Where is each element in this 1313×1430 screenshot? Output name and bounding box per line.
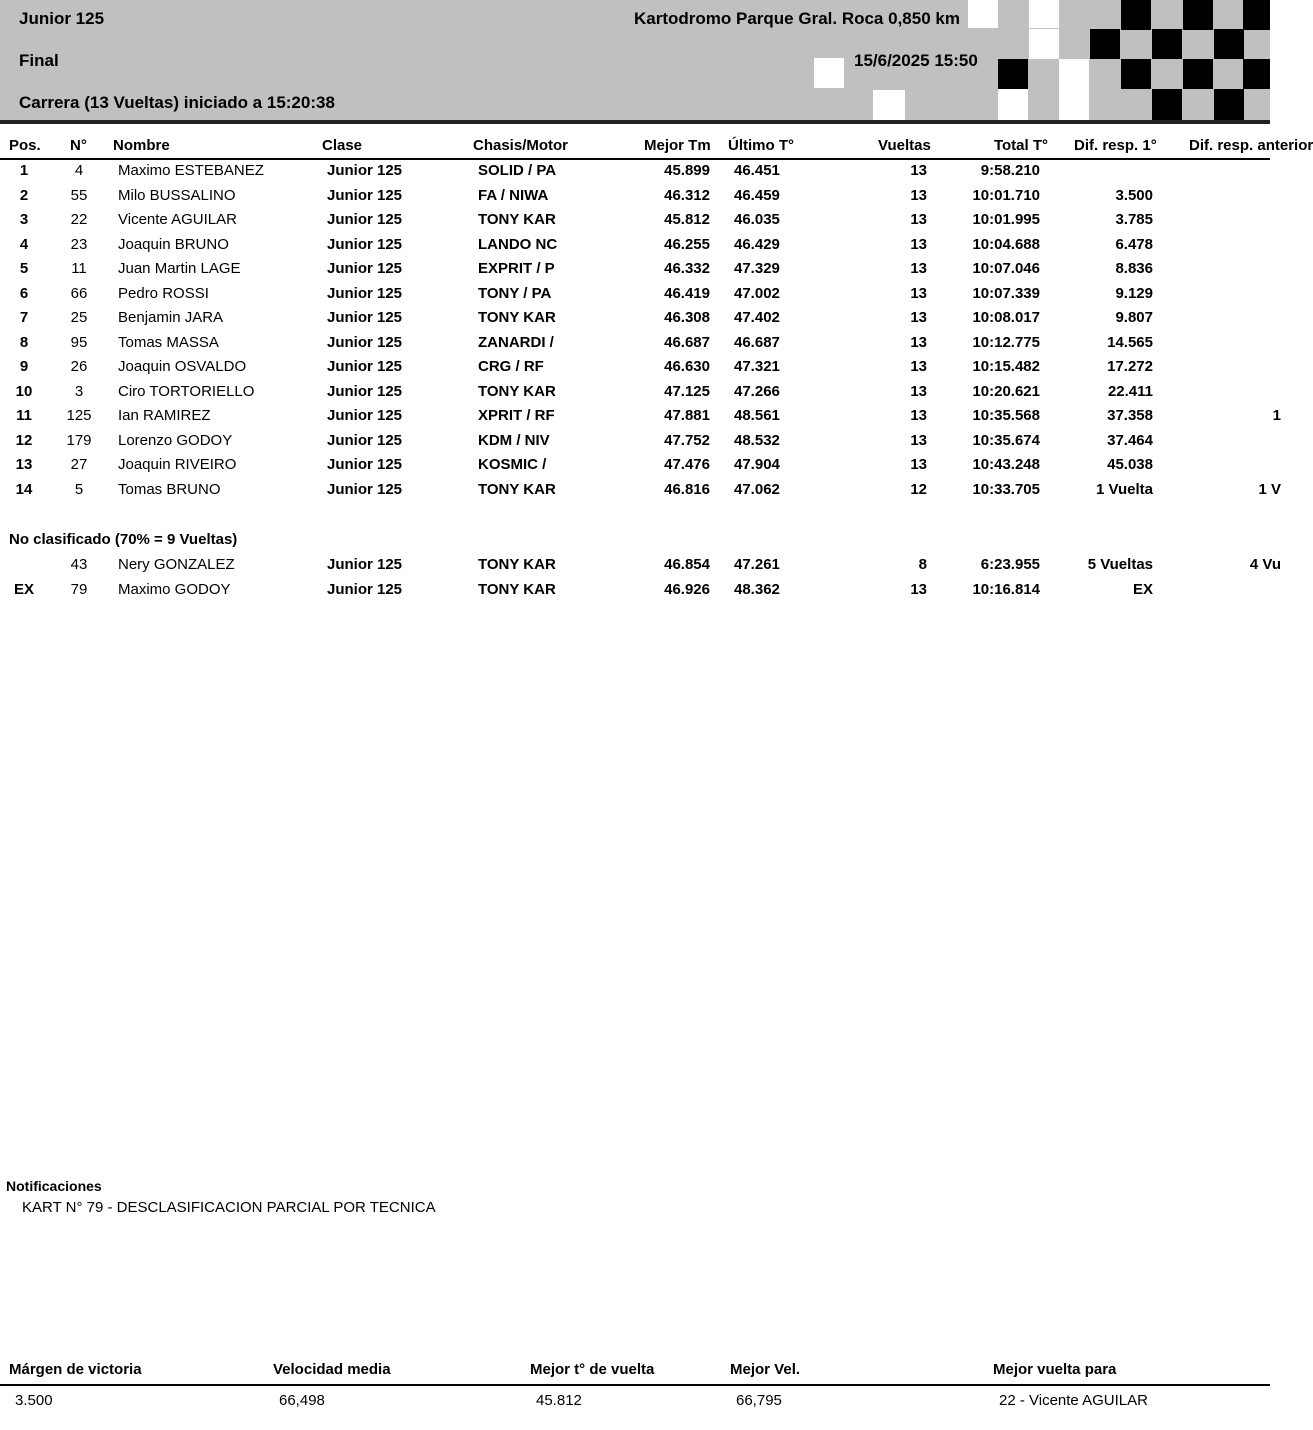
cell-class: Junior 125: [327, 407, 403, 424]
summary-best-speed-label: Mejor Vel.: [730, 1361, 801, 1378]
cell-diff-first: 9.129: [1115, 284, 1153, 302]
cell-name: Ciro TORTORIELLO: [118, 382, 255, 400]
cell-name: Nery GONZALEZ: [118, 556, 235, 573]
cell-best: 46.308: [664, 309, 710, 326]
col-last-header: Último T°: [728, 137, 794, 154]
cell-chassis: FA / NIWA: [478, 186, 549, 204]
cell-last: 48.362: [734, 580, 780, 598]
cell-laps: 13: [910, 260, 927, 277]
cell-pos: 12: [15, 431, 33, 449]
cell-diff-first: 5 Vueltas: [1087, 556, 1153, 573]
cell-pos: 10: [15, 382, 33, 400]
cell-total: 10:07.046: [972, 260, 1040, 277]
cell-best: 47.476: [664, 456, 710, 473]
cell-num: 3: [74, 382, 84, 400]
track-name: Kartodromo Parque Gral. Roca 0,850 km: [634, 9, 960, 28]
cell-total: 10:43.248: [972, 456, 1040, 473]
cell-diff-first: 1 Vuelta: [1096, 480, 1153, 498]
cell-num: 125: [66, 407, 92, 424]
cell-class: Junior 125: [327, 382, 403, 400]
cell-name: Maximo ESTEBANEZ: [118, 162, 264, 179]
cell-name: Joaquin OSVALDO: [118, 358, 247, 375]
cell-class: Junior 125: [327, 580, 403, 598]
cell-pos: 3: [19, 211, 29, 228]
cell-num: 23: [70, 235, 88, 253]
cell-class: Junior 125: [327, 186, 403, 204]
cell-num: 11: [71, 260, 87, 277]
cell-pos: 2: [19, 186, 29, 204]
cell-total: 10:01.710: [972, 186, 1040, 204]
cell-class: Junior 125: [327, 309, 403, 326]
cell-best: 45.899: [664, 162, 710, 179]
table-row: [0, 581, 1270, 605]
cell-name: Vicente AGUILAR: [118, 211, 237, 228]
notifications-title: Notificaciones: [6, 1178, 102, 1194]
cell-pos: 5: [19, 260, 29, 277]
cell-last: 47.329: [734, 260, 780, 277]
col-best-header: Mejor Tm: [644, 137, 711, 154]
cell-chassis: XPRIT / RF: [478, 407, 555, 424]
cell-chassis: KOSMIC /: [478, 456, 547, 473]
cell-best: 46.419: [664, 284, 710, 302]
cell-name: Pedro ROSSI: [118, 284, 209, 302]
cell-diff-first: 22.411: [1107, 382, 1153, 400]
cell-last: 47.002: [734, 284, 780, 302]
cell-last: 47.904: [734, 456, 780, 473]
table-row: [0, 407, 1281, 431]
results-header-divider: [0, 158, 1270, 160]
cell-best: 46.816: [664, 480, 710, 498]
cell-laps: 13: [910, 211, 927, 228]
not-classified-title: No clasificado (70% = 9 Vueltas): [9, 531, 238, 548]
cell-total: 10:12.775: [972, 333, 1040, 351]
cell-best: 46.926: [664, 580, 710, 598]
table-row: [0, 358, 1270, 382]
table-row: [0, 383, 1270, 407]
summary-best-lap-by-value: 22 - Vicente AGUILAR: [999, 1392, 1148, 1409]
cell-best: 46.312: [664, 186, 710, 204]
col-pos-header: Pos.: [9, 137, 41, 154]
cell-num: 43: [70, 556, 88, 573]
cell-laps: 13: [910, 333, 927, 351]
cell-diff-first: 45.038: [1107, 456, 1153, 473]
table-row: [0, 236, 1270, 260]
cell-name: Maximo GODOY: [118, 580, 231, 598]
cell-last: 48.532: [734, 431, 780, 449]
cell-diff-first: EX: [1132, 580, 1153, 598]
cell-total: 6:23.955: [980, 556, 1040, 573]
cell-last: 46.451: [734, 162, 780, 179]
cell-last: 46.035: [734, 211, 780, 228]
cell-chassis: EXPRIT / P: [478, 260, 555, 277]
cell-name: Tomas BRUNO: [118, 480, 221, 498]
table-row: [0, 309, 1270, 333]
col-laps-header: Vueltas: [878, 137, 931, 154]
cell-laps: 13: [910, 284, 927, 302]
table-row: [0, 285, 1270, 309]
cell-pos: 8: [19, 333, 29, 351]
cell-total: 10:20.621: [972, 382, 1040, 400]
cell-diff-first: 6.478: [1115, 235, 1153, 253]
cell-num: 5: [74, 480, 84, 498]
cell-name: Tomas MASSA: [118, 333, 219, 351]
cell-diff-first: 14.565: [1107, 333, 1153, 351]
cell-last: 46.687: [734, 333, 780, 351]
summary-best-speed-value: 66,795: [736, 1392, 782, 1409]
cell-name: Joaquin RIVEIRO: [118, 456, 237, 473]
cell-last: 48.561: [734, 407, 780, 424]
cell-total: 10:15.482: [972, 358, 1040, 375]
table-row: [0, 456, 1270, 480]
cell-num: 4: [74, 162, 84, 179]
col-total-header: Total T°: [993, 137, 1048, 154]
cell-class: Junior 125: [327, 431, 403, 449]
event-title: Junior 125: [19, 9, 105, 28]
cell-laps: 12: [910, 480, 927, 498]
notification-item: KART N° 79 - DESCLASIFICACION PARCIAL POR TECNICA: [22, 1199, 436, 1216]
cell-total: 10:35.674: [972, 431, 1040, 449]
cell-total: 10:08.017: [972, 309, 1040, 326]
cell-num: 55: [70, 186, 88, 204]
cell-best: 47.752: [664, 431, 710, 449]
table-row: [0, 162, 1270, 186]
cell-class: Junior 125: [327, 260, 403, 277]
cell-laps: 13: [910, 431, 927, 449]
table-row: [0, 334, 1270, 358]
cell-diff-first: 3.785: [1115, 211, 1153, 228]
cell-class: Junior 125: [327, 333, 403, 351]
col-num-header: N°: [70, 137, 87, 154]
col-diff-first-header: Dif. resp. 1°: [1074, 137, 1157, 154]
col-class-header: Clase: [322, 137, 363, 154]
report-header: [0, 0, 1270, 120]
cell-name: Joaquin BRUNO: [118, 235, 229, 253]
cell-num: 25: [70, 309, 88, 326]
cell-pos: 6: [19, 284, 29, 302]
cell-laps: 13: [910, 456, 927, 473]
cell-best: 46.630: [664, 358, 710, 375]
cell-last: 47.062: [734, 480, 780, 498]
cell-diff-first: 8.836: [1115, 260, 1153, 277]
cell-num: 27: [70, 456, 88, 473]
session-title: Final: [19, 51, 59, 70]
cell-name: Ian RAMIREZ: [118, 407, 211, 424]
cell-class: Junior 125: [327, 456, 403, 473]
table-row: [0, 556, 1281, 580]
cell-pos: 9: [19, 358, 29, 375]
cell-chassis: TONY / PA: [478, 284, 552, 302]
cell-num: 79: [70, 580, 88, 598]
cell-total: 10:01.995: [972, 211, 1040, 228]
cell-chassis: ZANARDI /: [478, 333, 554, 351]
col-chassis-header: Chasis/Motor: [473, 137, 569, 154]
col-diff-prev-header: Dif. resp. anterior: [1189, 137, 1313, 154]
cell-name: Lorenzo GODOY: [118, 431, 233, 449]
cell-class: Junior 125: [327, 358, 403, 375]
summary-avg-speed-value: 66,498: [279, 1392, 325, 1409]
cell-chassis: TONY KAR: [478, 309, 556, 326]
col-name-header: Nombre: [113, 137, 170, 154]
summary-best-lap-value: 45.812: [536, 1392, 582, 1409]
cell-diff-prev: 4 Vu: [1249, 556, 1281, 573]
cell-name: Benjamin JARA: [118, 309, 224, 326]
table-row: [0, 432, 1270, 456]
header-divider: [0, 120, 1270, 124]
cell-best: 47.125: [664, 382, 710, 400]
cell-diff-first: 3.500: [1115, 186, 1153, 204]
summary-avg-speed-label: Velocidad media: [273, 1361, 391, 1378]
cell-laps: 13: [910, 162, 927, 179]
cell-total: 10:07.339: [972, 284, 1040, 302]
cell-total: 10:16.814: [972, 580, 1040, 598]
cell-laps: 13: [910, 358, 927, 375]
cell-total: 9:58.210: [980, 162, 1040, 179]
cell-laps: 13: [910, 407, 927, 424]
cell-diff-first: 37.358: [1107, 407, 1153, 424]
cell-last: 47.402: [734, 309, 780, 326]
cell-class: Junior 125: [327, 480, 403, 498]
table-row: [0, 260, 1270, 284]
cell-num: 66: [70, 284, 88, 302]
cell-num: 22: [70, 211, 88, 228]
cell-total: 10:35.568: [972, 407, 1040, 424]
summary-best-lap-label: Mejor t° de vuelta: [530, 1361, 655, 1378]
cell-pos: 1: [19, 162, 29, 179]
summary-margin-value: 3.500: [15, 1392, 53, 1409]
cell-chassis: KDM / NIV: [478, 431, 550, 449]
cell-pos: 13: [15, 456, 33, 473]
cell-class: Junior 125: [327, 284, 403, 302]
summary-margin-label: Márgen de victoria: [9, 1361, 142, 1378]
cell-best: 46.255: [664, 235, 710, 253]
cell-class: Junior 125: [327, 235, 403, 253]
cell-pos: 14: [15, 480, 33, 498]
table-row: [0, 187, 1270, 211]
cell-chassis: TONY KAR: [478, 580, 556, 598]
cell-pos: 7: [19, 309, 29, 326]
cell-class: Junior 125: [327, 556, 403, 573]
cell-diff-prev: 1 V: [1258, 480, 1281, 498]
cell-num: 26: [70, 358, 88, 375]
cell-pos: EX: [13, 580, 34, 598]
cell-chassis: SOLID / PA: [478, 162, 557, 179]
cell-last: 46.429: [734, 235, 780, 253]
cell-name: Milo BUSSALINO: [118, 186, 236, 204]
cell-class: Junior 125: [327, 211, 403, 228]
cell-last: 47.321: [734, 358, 780, 375]
cell-pos: 11: [16, 407, 32, 424]
cell-num: 95: [70, 333, 88, 351]
cell-diff-first: 37.464: [1107, 431, 1153, 449]
cell-best: 47.881: [664, 407, 710, 424]
cell-last: 47.266: [734, 382, 780, 400]
cell-laps: 13: [910, 235, 927, 253]
cell-total: 10:33.705: [972, 480, 1040, 498]
cell-best: 45.812: [664, 211, 710, 228]
cell-laps: 13: [910, 186, 927, 204]
cell-chassis: TONY KAR: [478, 480, 556, 498]
cell-chassis: TONY KAR: [478, 382, 556, 400]
cell-best: 46.332: [664, 260, 710, 277]
table-row: [0, 211, 1270, 235]
cell-class: Junior 125: [327, 162, 403, 179]
cell-laps: 8: [918, 556, 927, 573]
cell-laps: 13: [910, 309, 927, 326]
race-datetime: 15/6/2025 15:50: [854, 51, 978, 70]
cell-chassis: TONY KAR: [478, 211, 556, 228]
cell-chassis: CRG / RF: [478, 358, 544, 375]
cell-last: 47.261: [734, 556, 780, 573]
cell-last: 46.459: [734, 186, 780, 204]
cell-laps: 13: [910, 580, 927, 598]
cell-chassis: TONY KAR: [478, 556, 556, 573]
summary-best-lap-by-label: Mejor vuelta para: [993, 1361, 1117, 1378]
table-row: [0, 480, 1281, 505]
cell-diff-first: 17.272: [1107, 358, 1153, 375]
cell-best: 46.687: [664, 333, 710, 351]
cell-best: 46.854: [664, 556, 710, 573]
cell-laps: 13: [910, 382, 927, 400]
cell-total: 10:04.688: [972, 235, 1040, 253]
race-info: Carrera (13 Vueltas) iniciado a 15:20:38: [19, 93, 335, 112]
summary-divider: [0, 1384, 1270, 1386]
cell-name: Juan Martin LAGE: [118, 260, 241, 277]
cell-chassis: LANDO NC: [478, 235, 558, 253]
cell-diff-prev: 1: [1272, 407, 1281, 424]
cell-pos: 4: [19, 235, 29, 253]
cell-diff-first: 9.807: [1115, 309, 1153, 326]
cell-num: 179: [66, 431, 92, 449]
